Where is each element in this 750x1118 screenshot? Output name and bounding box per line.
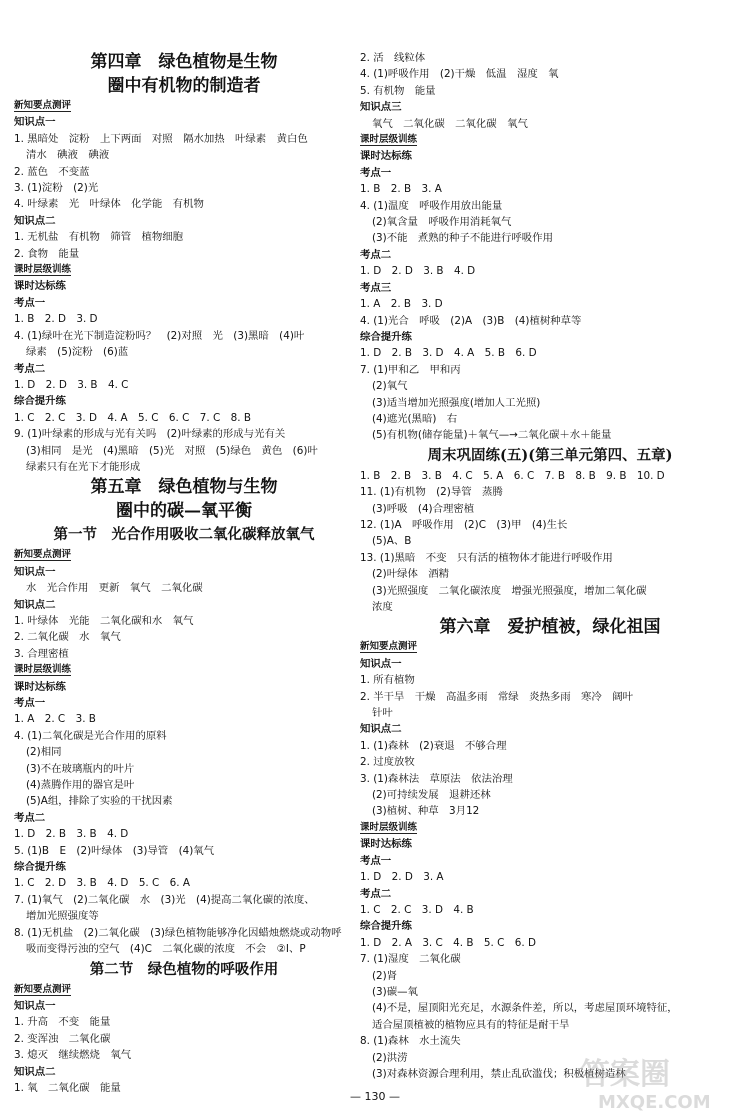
subheading: 知识点一 <box>14 116 56 129</box>
answer-line: 1. D 2. B 3. B 4. D <box>14 828 129 841</box>
answer-line: 1. B 2. D 3. D <box>14 313 98 326</box>
answer-line: 7. (1)氧气 (2)二氧化碳 水 (3)光 (4)提高二氧化碳的浓度、 <box>14 893 315 906</box>
answer-line: (3)不在玻璃瓶内的叶片 <box>26 762 135 775</box>
section-tag-label: 新知要点测评 <box>14 983 72 995</box>
answer-line: (3)不能 煮熟的种子不能进行呼吸作用 <box>372 232 553 245</box>
answer-line: (3)适当增加光照强度(增加人工光照) <box>372 396 541 409</box>
answer-line: (3)光照强度 二氧化碳浓度 增强光照强度，增加二氧化碳 <box>372 584 647 597</box>
answer-line: 绿素 (5)淀粉 (6)蓝 <box>26 346 129 359</box>
answer-line: 1. 升高 不变 能量 <box>14 1016 111 1029</box>
answer-line: 8. (1)无机盐 (2)二氧化碳 (3)绿色植物能够净化因蜡烛燃烧或动物呼 <box>14 926 342 939</box>
subheading: 综合提升练 <box>14 395 66 408</box>
section-tag <box>14 982 354 998</box>
section-tag-label: 新知要点测评 <box>360 641 418 653</box>
answer-line: 5. 有机物 能量 <box>360 84 436 97</box>
answer-line: 4. (1)呼吸作用 (2)干燥 低温 湿度 氧 <box>360 68 559 81</box>
answer-line: 适合屋顶植被的植物应具有的特征是耐干旱 <box>372 1018 570 1031</box>
answer-line: 1. B 2. B 3. A <box>360 183 442 196</box>
subheading: 知识点二 <box>14 1065 56 1078</box>
answer-line: (2)相同 <box>26 746 62 759</box>
answer-line: 吸而变得污浊的空气 (4)C 二氧化碳的浓度 不会 ②I、P <box>26 943 306 956</box>
subheading: 考点一 <box>360 854 392 867</box>
answer-line: (4)不是，屋顶阳光充足，水源条件差，所以，考虑屋顶环境特征， <box>372 1002 678 1015</box>
answer-line: (5)A、B <box>372 535 412 548</box>
answer-line: 7. (1)湿度 二氧化碳 <box>360 953 461 966</box>
answer-line: 11. (1)有机物 (2)导管 蒸腾 <box>360 486 503 499</box>
subheading: 知识点一 <box>14 999 56 1012</box>
answer-line: (2)肾 <box>372 969 398 982</box>
answer-line: 9. (1)叶绿素的形成与光有关吗 (2)叶绿素的形成与光有关 <box>14 428 286 441</box>
chapter-title: 第五章 绿色植物与生物 <box>90 477 278 498</box>
answer-line: (2)可持续发展 退耕还林 <box>372 789 491 802</box>
subheading: 课时达标练 <box>360 150 412 163</box>
section-tag <box>14 662 354 678</box>
answer-line: 1. C 2. D 3. B 4. D 5. C 6. A <box>14 877 191 890</box>
answer-line: 3. (1)淀粉 (2)光 <box>14 182 99 195</box>
answer-line: 5. (1)B E (2)叶绿体 (3)导管 (4)氧气 <box>14 844 215 857</box>
answer-line: (5)A组，排除了实验的干扰因素 <box>26 795 173 808</box>
answer-line: 1. (1)森林 (2)衰退 不够合理 <box>360 739 507 752</box>
answer-line: 清水 碘液 碘液 <box>26 149 110 162</box>
chapter-title: 第四章 绿色植物是生物 <box>90 52 278 72</box>
section-tag-label: 课时层级训练 <box>360 134 418 146</box>
answer-line: (2)氧含量 呼吸作用消耗氧气 <box>372 216 512 229</box>
answer-line: 4. (1)二氧化碳是光合作用的原料 <box>14 729 167 742</box>
subheading: 知识点三 <box>360 101 402 114</box>
answer-line: 2. 过度放牧 <box>360 756 415 769</box>
section-tag-label: 课时层级训练 <box>360 821 418 833</box>
section-tag <box>360 639 740 655</box>
answer-line: (2)氧气 <box>372 380 408 393</box>
answer-line: 增加光照强度等 <box>26 910 99 923</box>
answer-line: 1. D 2. B 3. D 4. A 5. B 6. D <box>360 347 537 360</box>
section-tag <box>14 547 354 563</box>
answer-line: 4. (1)温度 呼吸作用放出能量 <box>360 199 503 212</box>
answer-line: 1. 黑暗处 淀粉 上下两面 对照 隔水加热 叶绿素 黄白色 <box>14 132 308 145</box>
subheading: 考点一 <box>360 166 392 179</box>
subheading: 考点一 <box>14 296 46 309</box>
page-number: — 130 — <box>350 1090 400 1103</box>
answer-line: 1. C 2. C 3. D 4. A 5. C 6. C 7. C 8. B <box>14 411 251 424</box>
svg-text:MXQE.COM: MXQE.COM <box>598 1092 711 1112</box>
answer-line: 1. B 2. B 3. B 4. C 5. A 6. C 7. B 8. B 9. B 10. D <box>360 469 665 482</box>
answer-line: 2. 食物 能量 <box>14 247 80 260</box>
subheading: 知识点一 <box>360 657 402 670</box>
subheading: 考点三 <box>360 281 392 294</box>
section-tag <box>14 262 354 278</box>
answer-line: (5)有机物(储存能量)＋氧气—→二氧化碳＋水＋能量 <box>372 429 612 442</box>
section-tag-label: 新知要点测评 <box>14 549 72 561</box>
answer-line: 8. (1)森林 水土流失 <box>360 1035 461 1048</box>
section-tag-label: 课时层级训练 <box>14 664 72 676</box>
subheading: 综合提升练 <box>360 920 412 933</box>
answer-line: 1. A 2. C 3. B <box>14 713 96 726</box>
section-tag <box>360 820 740 836</box>
answer-line: 12. (1)A 呼吸作用 (2)C (3)甲 (4)生长 <box>360 518 568 531</box>
answer-line: 1. A 2. B 3. D <box>360 298 443 311</box>
answer-line: 2. 变浑浊 二氧化碳 <box>14 1032 111 1045</box>
answer-line: 3. (1)森林法 草原法 依法治理 <box>360 772 513 785</box>
subheading: 知识点二 <box>14 598 56 611</box>
svg-text:答案圈: 答案圈 <box>580 1057 670 1092</box>
answer-line: 1. 叶绿体 光能 二氧化碳和水 氧气 <box>14 614 194 627</box>
answer-line: 7. (1)甲和乙 甲和丙 <box>360 363 461 376</box>
subheading: 考点二 <box>360 887 392 900</box>
subheading: 综合提升练 <box>360 330 412 343</box>
section-tag-label: 新知要点测评 <box>14 100 72 111</box>
answer-line: 2. 活 线粒体 <box>360 52 426 64</box>
answer-line: 13. (1)黑暗 不变 只有活的植物体才能进行呼吸作用 <box>360 551 613 564</box>
answer-line: (4)遮光(黑暗) 右 <box>372 412 458 425</box>
subheading: 课时达标练 <box>14 280 66 293</box>
watermark-logo <box>580 1052 740 1112</box>
answer-line: 2. 半干旱 干燥 高温多雨 常绿 炎热多雨 寒冷 阔叶 <box>360 690 633 703</box>
answer-line: 1. D 2. D 3. A <box>360 871 444 884</box>
left-column <box>14 50 354 1096</box>
answer-line: 2. 二氧化碳 水 氧气 <box>14 631 121 644</box>
subheading: 知识点一 <box>14 565 56 578</box>
answer-line: 1. D 2. D 3. B 4. C <box>14 378 129 391</box>
answer-line: 绿素只有在光下才能形成 <box>26 460 141 473</box>
answer-line: 4. 叶绿素 光 叶绿体 化学能 有机物 <box>14 198 204 211</box>
answer-line: (3)碳—氧 <box>372 985 418 998</box>
answer-line: 4. (1)绿叶在光下制造淀粉吗？ (2)对照 光 (3)黑暗 (4)叶 <box>14 329 305 342</box>
section-title: 第一节 光合作用吸收二氧化碳释放氧气 <box>53 526 315 544</box>
answer-line: 1. 无机盐 有机物 筛管 植物细胞 <box>14 231 184 244</box>
answer-line: 2. 蓝色 不变蓝 <box>14 165 90 178</box>
answer-line: (2)叶绿体 酒精 <box>372 568 450 581</box>
subheading: 课时达标练 <box>14 680 66 693</box>
answer-line: (3)相同 是光 (4)黑暗 (5)光 对照 (5)绿色 黄色 (6)叶 <box>26 444 318 457</box>
answer-line: (3)植树、种草 3月12 <box>372 805 480 818</box>
subheading: 考点二 <box>14 362 46 375</box>
answer-line: 氧气 二氧化碳 二氧化碳 氧气 <box>372 117 528 130</box>
answer-line: 水 光合作用 更新 氧气 二氧化碳 <box>26 582 203 595</box>
chapter-title: 圈中有机物的制造者 <box>107 76 261 96</box>
chapter-title: 圈中的碳—氧平衡 <box>116 501 252 522</box>
section-title: 第二节 绿色植物的呼吸作用 <box>89 960 279 978</box>
answer-line: (2)洪涝 <box>372 1051 408 1064</box>
answer-line: 1. 氧 二氧化碳 能量 <box>14 1081 121 1094</box>
answer-line: 针叶 <box>372 707 393 720</box>
answer-line: 3. 熄灭 继续燃烧 氧气 <box>14 1049 132 1062</box>
answer-line: 1. 所有植物 <box>360 674 415 687</box>
answer-line: 4. (1)光合 呼吸 (2)A (3)B (4)植树种草等 <box>360 314 582 327</box>
subheading: 考点一 <box>14 697 46 709</box>
answer-line: (4)蒸腾作用的器官是叶 <box>26 779 135 792</box>
answer-line: 1. C 2. C 3. D 4. B <box>360 903 474 916</box>
subheading: 知识点二 <box>360 723 402 736</box>
section-tag <box>360 132 740 148</box>
chapter-title: 第六章 爱护植被，绿化祖国 <box>439 617 661 638</box>
answer-line: 3. 合理密植 <box>14 647 69 660</box>
answer-line: (3)呼吸 (4)合理密植 <box>372 502 475 515</box>
section-title: 周末巩固练(五)(第三单元第四、五章) <box>427 446 673 464</box>
right-column <box>360 50 740 1082</box>
subheading: 综合提升练 <box>14 861 66 874</box>
answer-line: (3)对森林资源合理利用，禁止乱砍滥伐；积极植树造林 <box>372 1067 626 1080</box>
subheading: 课时达标练 <box>360 838 412 851</box>
answer-line: 1. D 2. A 3. C 4. B 5. C 6. D <box>360 936 537 949</box>
subheading: 知识点二 <box>14 214 56 227</box>
section-tag-label: 课时层级训练 <box>14 264 72 276</box>
subheading: 考点二 <box>14 811 46 824</box>
answer-line: 1. D 2. D 3. B 4. D <box>360 265 476 278</box>
section-tag <box>14 98 354 114</box>
subheading: 考点二 <box>360 248 392 261</box>
answer-line: 浓度 <box>372 601 393 613</box>
